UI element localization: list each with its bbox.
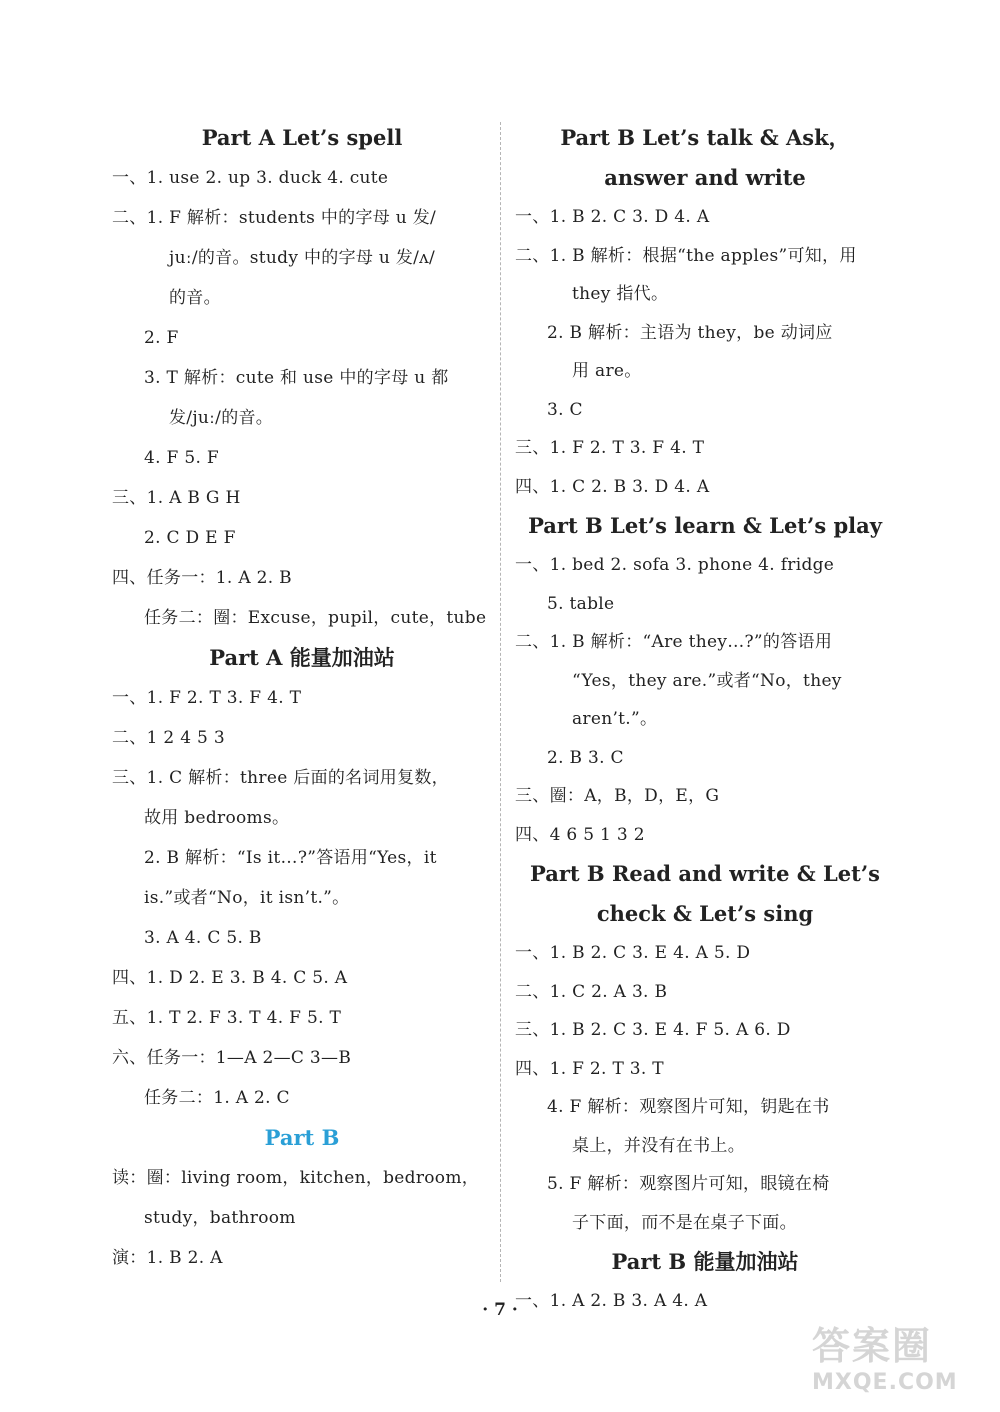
- answer-line: 三、圈：A，B，D，E，G: [515, 786, 720, 806]
- answer-line: 一、1. B 2. C 3. E 4. A 5. D: [515, 943, 751, 963]
- answer-line: 2. B 解析：“Is it…?”答语用“Yes，it: [144, 848, 437, 868]
- answer-line: 读：圈：living room，kitchen，bedroom，: [112, 1168, 480, 1188]
- answer-line: 3. C: [547, 399, 583, 420]
- answer-line: 四、4 6 5 1 3 2: [515, 824, 645, 845]
- answer-line: 二、1. B 解析：“Are they…?”的答语用: [515, 632, 833, 652]
- answer-line: 二、1 2 4 5 3: [112, 728, 225, 748]
- section-heading: Part B Read and write & Let’s: [530, 861, 880, 886]
- watermark-logo: [812, 1322, 992, 1396]
- answer-line: 一、1. bed 2. sofa 3. phone 4. fridge: [515, 555, 835, 575]
- answer-line: 2. B 3. C: [547, 747, 624, 768]
- answer-line: 5. F 解析：观察图片可知，眼镜在椅: [547, 1174, 830, 1194]
- answer-line: 五、1. T 2. F 3. T 4. F 5. T: [112, 1008, 342, 1028]
- answer-line: 子下面，而不是在桌子下面。: [572, 1212, 797, 1233]
- answer-line: 2. B 解析：主语为 they，be 动词应: [547, 322, 833, 343]
- answer-line: 四、1. C 2. B 3. D 4. A: [515, 476, 710, 497]
- answer-line: 三、1. B 2. C 3. E 4. F 5. A 6. D: [515, 1020, 791, 1040]
- answer-line: 三、1. A B G H: [112, 488, 241, 508]
- answer-line: 4. F 解析：观察图片可知，钥匙在书: [547, 1097, 830, 1117]
- answer-line: juː/的音。study 中的字母 u 发/ʌ/: [169, 248, 436, 268]
- left-column: [112, 118, 492, 1278]
- answer-line: 3. A 4. C 5. B: [144, 928, 262, 948]
- answer-line: 发/juː/的音。: [169, 408, 274, 428]
- answer-line: 三、1. F 2. T 3. F 4. T: [515, 438, 705, 458]
- answer-line: aren’t.”。: [572, 709, 658, 729]
- answer-line: 一、1. A 2. B 3. A 4. A: [515, 1291, 708, 1311]
- answer-line: 5. table: [547, 593, 615, 614]
- section-heading: Part B: [264, 1125, 340, 1150]
- answer-line: 4. F 5. F: [144, 448, 219, 468]
- answer-line: they 指代。: [572, 284, 669, 304]
- section-heading: answer and write: [604, 165, 806, 190]
- answer-line: 的音。: [169, 288, 221, 308]
- section-heading: Part A Let’s spell: [201, 125, 403, 150]
- answer-line: 二、1. C 2. A 3. B: [515, 981, 668, 1002]
- answer-line: 二、1. F 解析：students 中的字母 u 发/: [112, 208, 437, 228]
- answer-line: is.”或者“No，it isn’t.”。: [144, 888, 350, 908]
- answer-line: 2. F: [144, 328, 179, 348]
- section-heading: check & Let’s sing: [596, 901, 814, 926]
- page-number: · 7 ·: [482, 1300, 518, 1320]
- right-column: [515, 118, 895, 1321]
- section-heading: Part B Let’s talk & Ask，: [560, 125, 850, 150]
- answer-line: 桌上，并没有在书上。: [572, 1135, 745, 1156]
- answer-line: 用 are。: [572, 361, 642, 381]
- answer-line: 3. T 解析：cute 和 use 中的字母 u 都: [144, 368, 449, 388]
- section-heading: Part A 能量加油站: [209, 645, 395, 670]
- answer-line: study，bathroom: [144, 1208, 296, 1228]
- answer-line: 2. C D E F: [144, 528, 236, 548]
- answer-line: 演：1. B 2. A: [112, 1248, 223, 1268]
- answer-line: 六、任务一：1—A 2—C 3—B: [112, 1048, 352, 1068]
- answer-line: 三、1. C 解析：three 后面的名词用复数，: [112, 768, 449, 788]
- answer-line: 故用 bedrooms。: [144, 808, 290, 828]
- watermark-text: 答案圈: [812, 1324, 933, 1368]
- watermark-url: MXQE.COM: [812, 1370, 958, 1395]
- answer-line: 任务二：1. A 2. C: [144, 1088, 290, 1108]
- section-heading: Part B Let’s learn & Let’s play: [528, 513, 882, 538]
- answer-line: 四、1. D 2. E 3. B 4. C 5. A: [112, 968, 348, 988]
- answer-line: “Yes，they are.”或者“No，they: [572, 670, 842, 691]
- answer-line: 任务二：圈：Excuse，pupil，cute，tube: [144, 608, 487, 628]
- answer-line: 一、1. F 2. T 3. F 4. T: [112, 688, 302, 708]
- answer-line: 一、1. use 2. up 3. duck 4. cute: [112, 168, 389, 188]
- answer-line: 四、1. F 2. T 3. T: [515, 1058, 664, 1079]
- answer-line: 四、任务一：1. A 2. B: [112, 568, 292, 588]
- column-divider: [500, 122, 501, 1282]
- answer-line: 二、1. B 解析：根据“the apples”可知，用: [515, 245, 857, 266]
- section-heading: Part B 能量加油站: [611, 1249, 799, 1274]
- answer-line: 一、1. B 2. C 3. D 4. A: [515, 207, 710, 227]
